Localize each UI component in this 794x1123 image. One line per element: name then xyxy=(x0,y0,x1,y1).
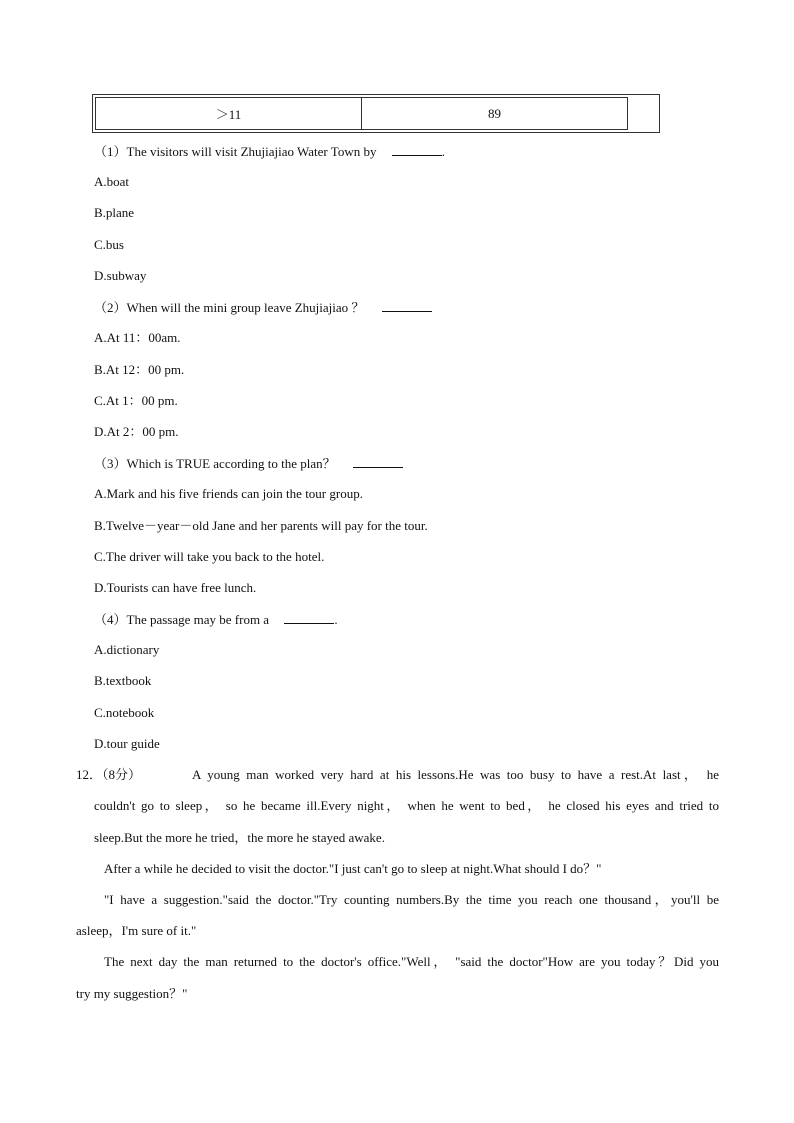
question-4-end: . xyxy=(334,612,338,627)
passage-line-1: A young man worked very hard at his lessons.He was too busy to have a rest.At last， he xyxy=(192,767,719,782)
passage-line-2: couldn't go to sleep， so he became ill.Every night， when he went to bed， he closed his eyes and tried to xyxy=(94,798,719,813)
q2-option-a: A.At 11：00am. xyxy=(94,330,181,345)
q4-option-b: B.textbook xyxy=(94,673,152,688)
answer-blank-1[interactable] xyxy=(392,143,442,156)
question-3 xyxy=(94,455,403,472)
question-1 xyxy=(94,143,445,160)
question-1-stem: （1）The visitors will visit Zhujiajiao Water Town by xyxy=(94,144,377,159)
passage-line-3: sleep.But the more he tried，the more he stayed awake. xyxy=(94,830,385,845)
q1-option-c: C.bus xyxy=(94,237,124,252)
q3-option-b: B.Twelve－year－old Jane and her parents will pay for the tour. xyxy=(94,518,428,533)
question-2 xyxy=(94,299,432,316)
question-4 xyxy=(94,611,338,628)
q4-option-d: D.tour guide xyxy=(94,736,160,751)
q3-option-c: C.The driver will take you back to the hotel. xyxy=(94,549,325,564)
q3-option-d: D.Tourists can have free lunch. xyxy=(94,580,257,595)
answer-blank-2[interactable] xyxy=(382,299,432,312)
question-2-stem: （2）When will the mini group leave Zhujiajiao ？ xyxy=(94,300,365,315)
table-cell-price: 89 xyxy=(361,98,627,129)
q4-option-c: C.notebook xyxy=(94,705,155,720)
q3-option-a: A.Mark and his five friends can join the tour group. xyxy=(94,486,363,501)
q4-option-a: A.dictionary xyxy=(94,642,160,657)
question-4-stem: （4）The passage may be from a xyxy=(94,612,270,627)
passage-line-7: The next day the man returned to the doctor's office."Well， "said the doctor"How are you today？Did you xyxy=(104,954,719,969)
passage-line-4: After a while he decided to visit the doctor."I just can't go to sleep at night.What should I do？" xyxy=(104,861,602,876)
passage-number: 12．（8分） xyxy=(76,767,142,782)
q1-option-a: A.boat xyxy=(94,174,130,189)
table-cell-age: ＞11 xyxy=(215,107,242,122)
passage-line-6: asleep，I'm sure of it." xyxy=(76,923,197,938)
answer-blank-3[interactable] xyxy=(353,455,403,468)
q1-option-d: D.subway xyxy=(94,268,147,283)
passage-line-8: try my suggestion？" xyxy=(76,986,188,1001)
passage-line-5: "I have a suggestion."said the doctor."Try counting numbers.By the time you reach one thousand，you'll be xyxy=(104,892,719,907)
answer-blank-4[interactable] xyxy=(284,611,334,624)
data-table-row xyxy=(95,97,628,130)
question-3-stem: （3）Which is TRUE according to the plan？ xyxy=(94,456,336,471)
q2-option-c: C.At 1：00 pm. xyxy=(94,393,178,408)
q1-option-b: B.plane xyxy=(94,205,135,220)
q2-option-d: D.At 2：00 pm. xyxy=(94,424,179,439)
question-1-end: . xyxy=(441,144,445,159)
q2-option-b: B.At 12：00 pm. xyxy=(94,362,185,377)
